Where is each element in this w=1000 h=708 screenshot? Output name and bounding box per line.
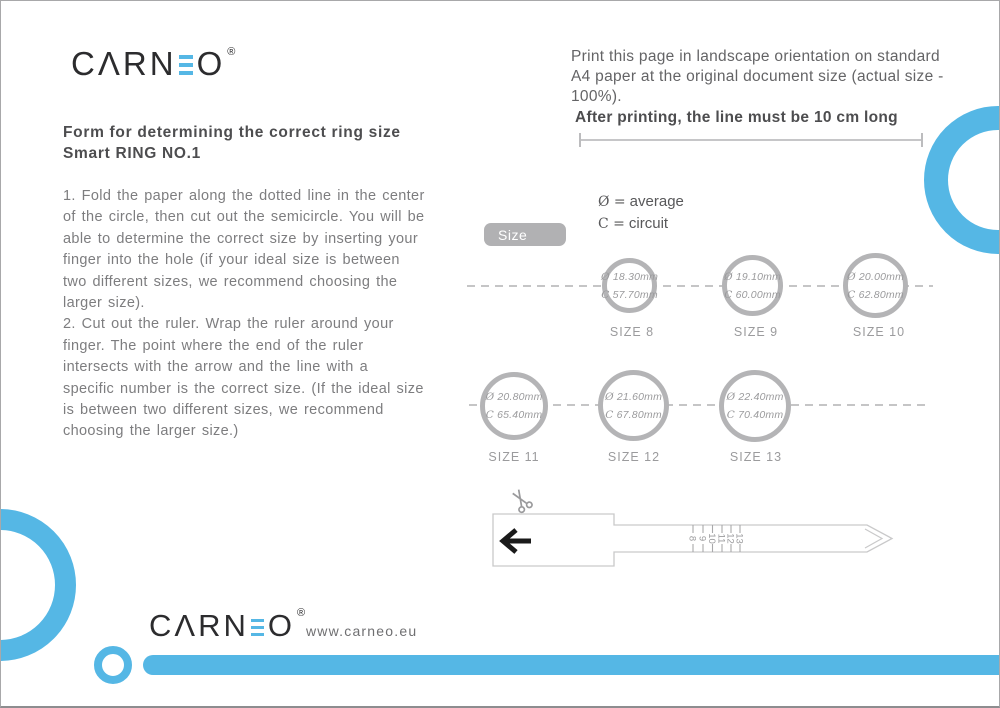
- instruction-step-1: 1. Fold the paper along the dotted line in the center of the circle, then cut out the semicircle. You will be able to determine the correct size by inserting your finger into the hole (if your ideal size is between two different sizes, we recommend choosing the larger size).: [63, 188, 425, 312]
- circuit-value: 65.40mm: [497, 409, 543, 421]
- registered-mark: ®: [227, 46, 236, 58]
- logo-letter: N: [223, 608, 249, 643]
- ruler-tick-label: 8: [686, 535, 698, 542]
- scissors-icon: [510, 488, 533, 514]
- logo-letter: N: [149, 45, 177, 82]
- ring-circle-size-10: [843, 253, 908, 318]
- circuit-symbol: C: [724, 288, 733, 301]
- size-11-label: SIZE 11: [488, 450, 540, 464]
- average-label: average: [629, 193, 684, 210]
- symbol-legend: [598, 191, 684, 235]
- instructions: [63, 186, 425, 443]
- logo-letter: C: [149, 608, 175, 643]
- diameter-value: 18.30mm: [612, 270, 659, 283]
- circuit-value: 70.40mm: [738, 409, 784, 421]
- diameter-value: 22.40mm: [738, 391, 784, 403]
- logo-e-bars-icon: [179, 51, 193, 75]
- carneo-logo-footer: [149, 608, 305, 641]
- instruction-step-2: 2. Cut out the ruler. Wrap the ruler around your finger. The point where the end of the ruler intersects with the arrow and the line with a specific number is the correct size. (If the ideal size is between two different sizes, we recommend choosing the larger size.): [63, 316, 424, 440]
- circuit-label: circuit: [628, 215, 669, 232]
- legend-circuit: [598, 213, 684, 235]
- print-orientation-note: Print this page in landscape orientation on standard A4 paper at the original document size (actual size - 100%).: [571, 48, 944, 105]
- logo-letter: Λ: [97, 45, 123, 82]
- size-13-label: SIZE 13: [729, 450, 783, 464]
- circuit-symbol: C =: [598, 216, 625, 232]
- diameter-value: 19.10mm: [735, 270, 782, 283]
- logo-e-bars-icon: [251, 614, 264, 636]
- ring-circle-size-9: [722, 255, 783, 316]
- diameter-symbol: Ø: [600, 270, 610, 283]
- circuit-value: 60.00mm: [735, 288, 781, 301]
- blue-ring-decoration-left: [0, 509, 76, 661]
- logo-letter: C: [71, 45, 98, 82]
- size-tab-label: [484, 223, 566, 246]
- ring-circle-size-11: [480, 372, 548, 440]
- title-line-1: Form for determining the correct ring size: [63, 124, 401, 141]
- size-9-label: SIZE 9: [733, 325, 779, 339]
- circuit-value: 57.70mm: [612, 288, 658, 301]
- size-12-label: SIZE 12: [607, 450, 661, 464]
- diameter-symbol: Ø: [846, 270, 856, 283]
- circuit-symbol: C: [605, 408, 614, 421]
- page-title: [63, 122, 401, 164]
- ruler-tick-label: 10: [706, 533, 717, 544]
- blue-ring-decoration-right: [924, 106, 1000, 254]
- logo-letter: R: [122, 45, 150, 82]
- diameter-symbol: Ø: [723, 270, 733, 283]
- ruler-tick-label: 11: [715, 533, 727, 544]
- diameter-value: 20.00mm: [858, 270, 905, 283]
- diameter-symbol: Ø =: [598, 194, 626, 210]
- diameter-value: 20.80mm: [497, 391, 543, 403]
- circuit-symbol: C: [726, 409, 735, 421]
- registered-mark: ®: [297, 607, 306, 619]
- ruler-tick-label: 13: [733, 533, 745, 544]
- diameter-symbol: Ø: [485, 391, 495, 403]
- legend-average: [598, 191, 684, 213]
- calibration-line-caption: After printing, the line must be 10 cm long: [575, 109, 898, 126]
- blue-footer-bar: [143, 655, 999, 675]
- diameter-value: 21.60mm: [616, 390, 663, 403]
- ring-circle-size-12: [598, 370, 669, 441]
- size-pill-text: Size: [498, 226, 528, 243]
- circuit-symbol: C: [485, 409, 494, 421]
- diameter-symbol: Ø: [726, 391, 736, 403]
- ring-circle-size-13: [719, 370, 791, 442]
- circuit-value: 67.80mm: [616, 408, 662, 421]
- website-url: www.carneo.eu: [306, 623, 418, 639]
- ring-circle-size-8: [602, 258, 657, 313]
- blue-circle-decoration-bottom: [94, 646, 132, 684]
- carneo-logo: [71, 47, 235, 80]
- logo-letter: R: [198, 608, 224, 643]
- title-line-2: Smart RING NO.1: [63, 145, 201, 162]
- 10cm-calibration-line: [579, 133, 923, 147]
- size-8-label: SIZE 8: [609, 325, 655, 339]
- size-10-label: SIZE 10: [852, 325, 906, 339]
- logo-letter: O: [267, 608, 296, 643]
- circuit-symbol: C: [847, 288, 856, 301]
- ruler-tick-label: 9: [696, 535, 708, 542]
- logo-letter: Λ: [174, 608, 199, 643]
- diameter-symbol: Ø: [604, 390, 614, 403]
- logo-letter: O: [196, 45, 226, 82]
- circuit-symbol: C: [601, 288, 610, 301]
- ruler-tick-label: 12: [724, 533, 736, 544]
- circuit-value: 62.80mm: [858, 288, 904, 301]
- cutout-ruler: [481, 486, 911, 581]
